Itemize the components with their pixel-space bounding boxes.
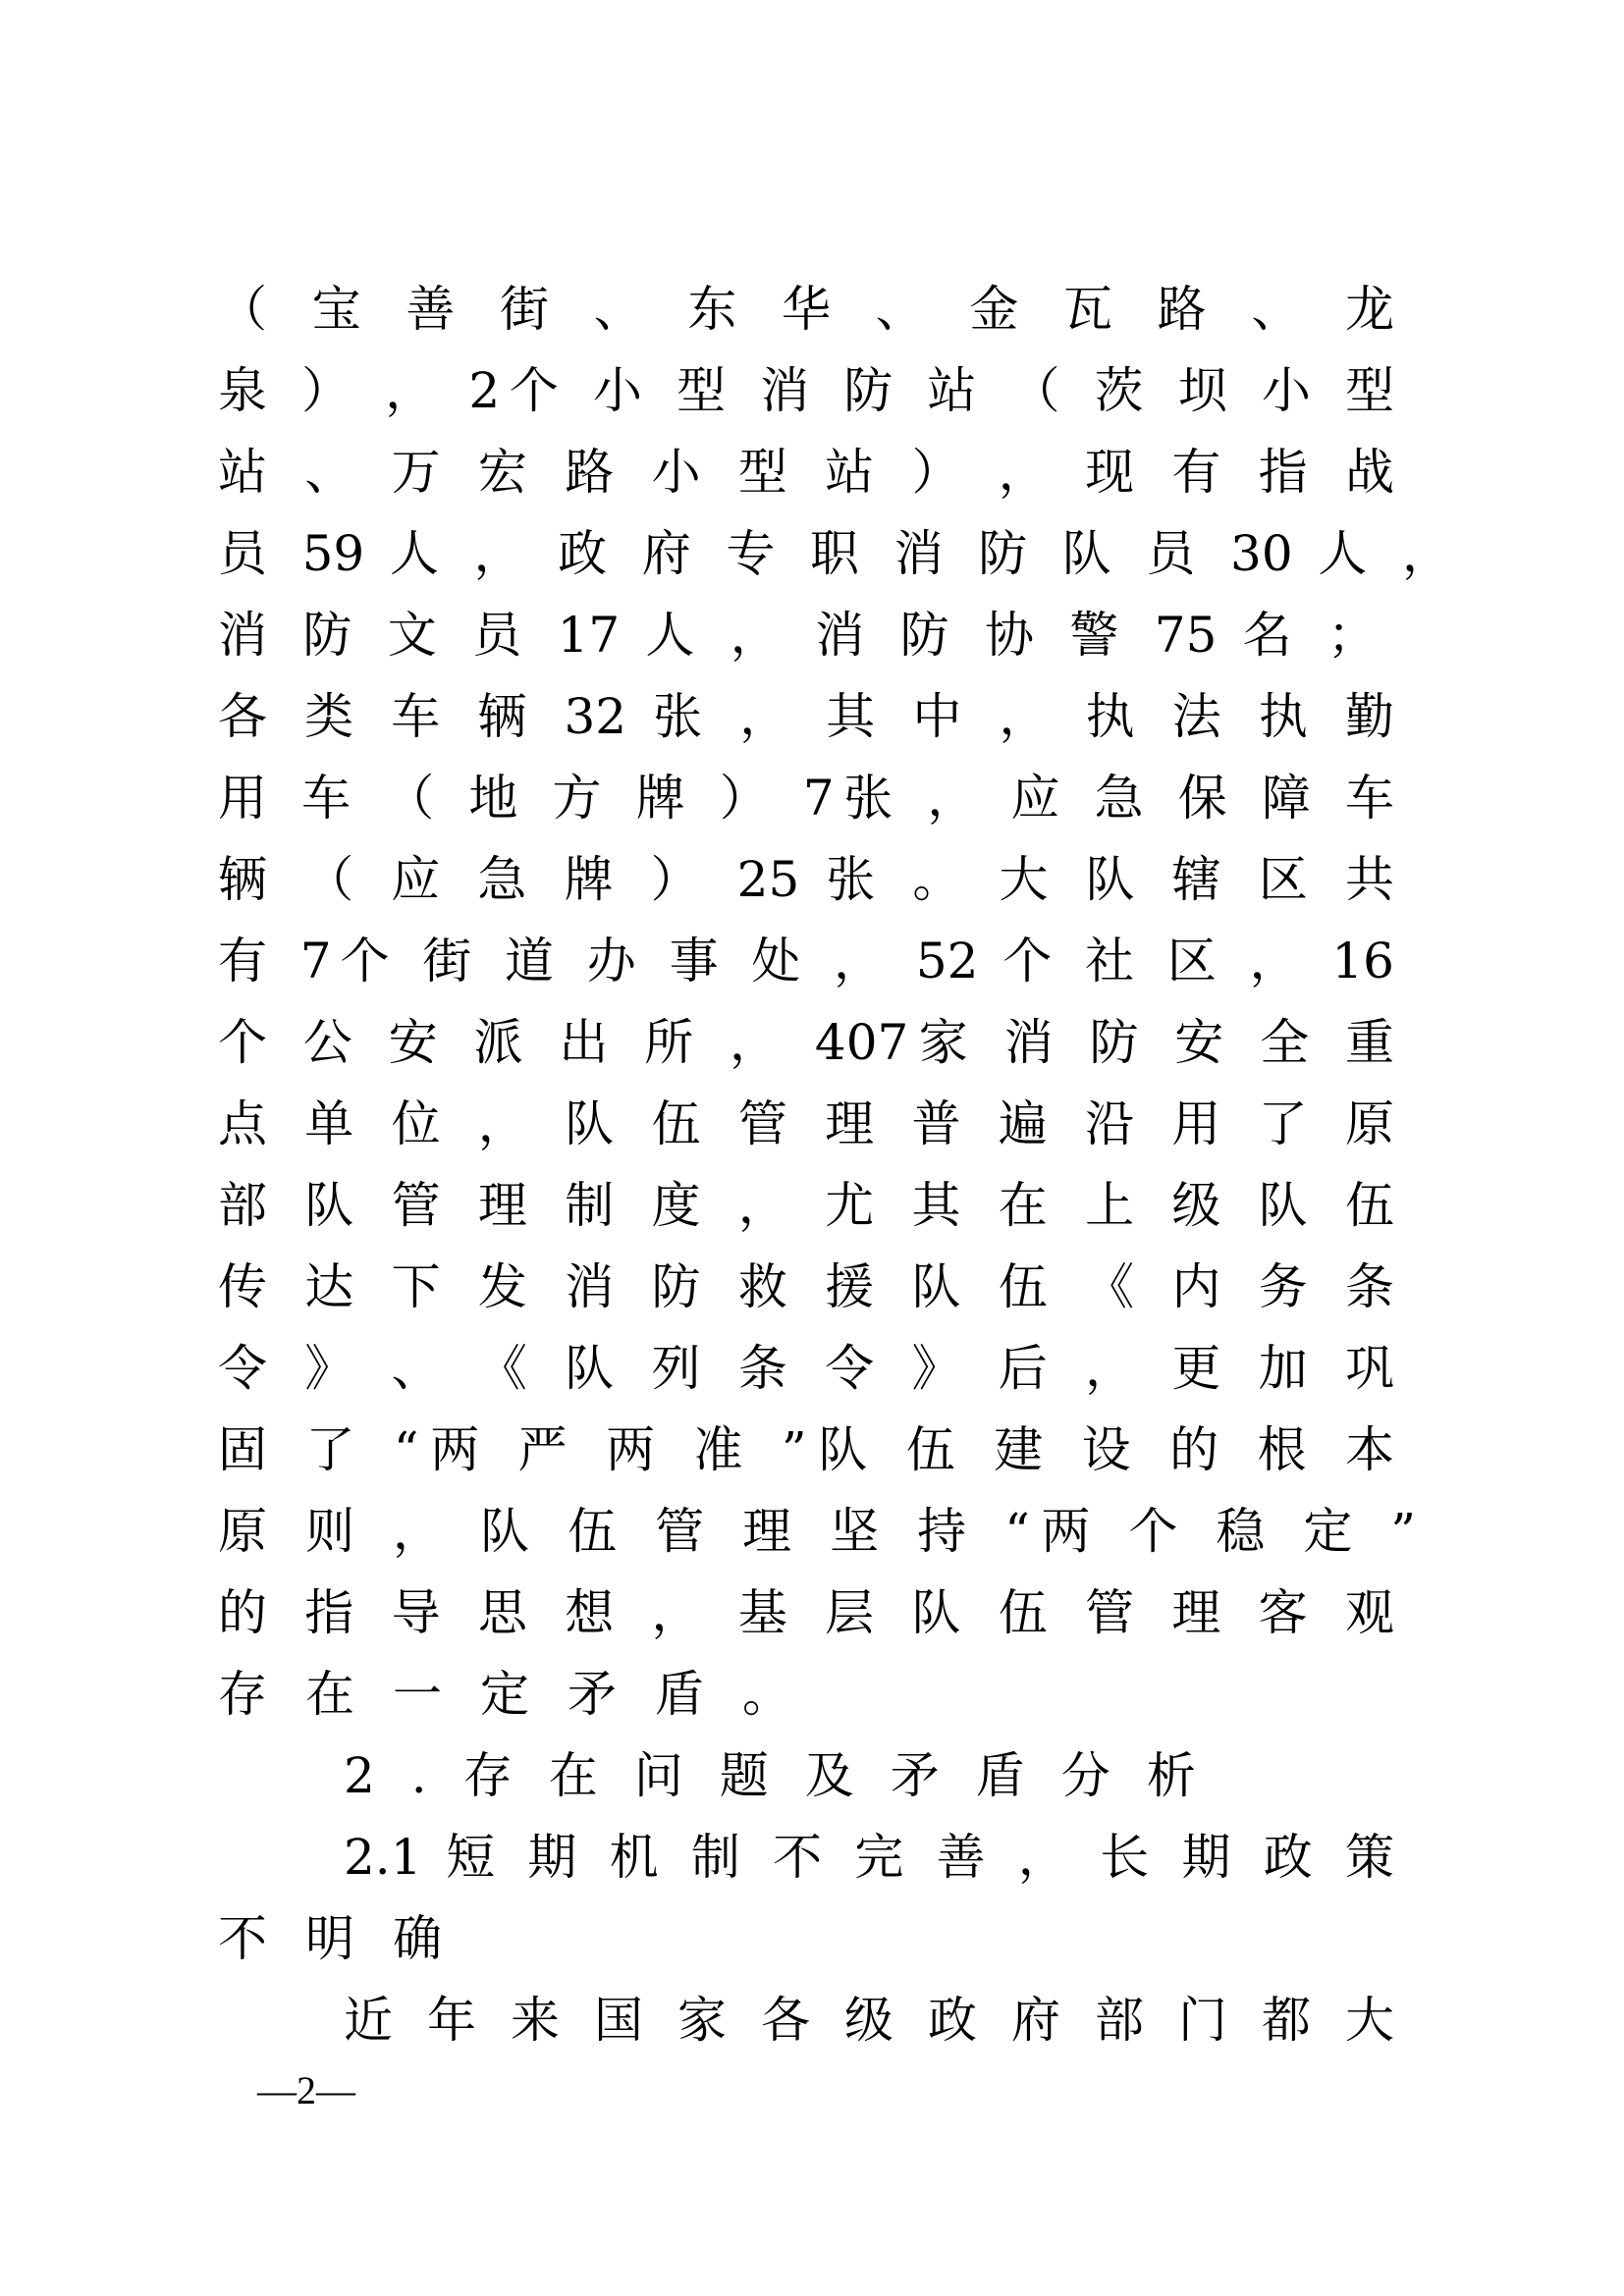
page-number: —2—: [257, 2068, 355, 2112]
body-line: 员 59 人 ， 政 府 专 职 消 防 队 员 30 人 ，: [218, 525, 1451, 582]
body-line: 消 防 文 员 17 人 ， 消 防 协 警 75 名 ；: [218, 607, 1377, 664]
body-line: 近 年 来 国 家 各 级 政 府 部 门 都 大: [344, 1992, 1394, 2049]
body-line: 用 车 （ 地 方 牌 ） 7张 ， 应 急 保 障 车: [218, 770, 1394, 827]
body-line: 站 、 万 宏 路 小 型 站 ） ， 现 有 指 战: [218, 444, 1394, 501]
body-line: 传 达 下 发 消 防 救 援 队 伍 《 内 务 条: [218, 1258, 1394, 1315]
subsection-heading: 2.1 短 期 机 制 不 完 善 ， 长 期 政 策: [344, 1829, 1394, 1886]
body-line: 辆 （ 应 急 牌 ） 25 张 。 大 队 辖 区 共: [218, 851, 1394, 908]
body-line: 点 单 位 ， 队 伍 管 理 普 遍 沿 用 了 原: [218, 1095, 1394, 1152]
body-line: 个 公 安 派 出 所 ， 407家 消 防 安 全 重: [218, 1014, 1394, 1071]
section-heading: 2.存在问题及矛盾分析: [344, 1747, 1232, 1804]
body-line: 部 队 管 理 制 度 ， 尤 其 在 上 级 队 伍: [218, 1177, 1394, 1234]
body-line: 各 类 车 辆 32 张 ， 其 中 ， 执 法 执 勤: [218, 688, 1394, 745]
subsection-heading-cont: 不明确: [218, 1910, 480, 1967]
body-line: 原 则 ， 队 伍 管 理 坚 持 “两 个 稳 定 ”: [218, 1503, 1416, 1560]
body-line: 泉 ） ， 2个 小 型 消 防 站 （ 茨 坝 小 型: [218, 362, 1394, 419]
body-line: 令 》 、 《 队 列 条 令 》 后 ， 更 加 巩: [218, 1340, 1394, 1397]
body-line: 有 7个 街 道 办 事 处 ， 52 个 社 区 ， 16: [218, 933, 1394, 989]
body-line: 存在一定矛盾。: [218, 1666, 830, 1723]
body-line: 的 指 导 思 想 ， 基 层 队 伍 管 理 客 观: [218, 1584, 1394, 1641]
body-line: （ 宝 善 街 、 东 华 、 金 瓦 路 、 龙: [218, 281, 1394, 338]
body-line: 固 了 “两 严 两 准 ”队 伍 建 设 的 根 本: [218, 1421, 1394, 1478]
